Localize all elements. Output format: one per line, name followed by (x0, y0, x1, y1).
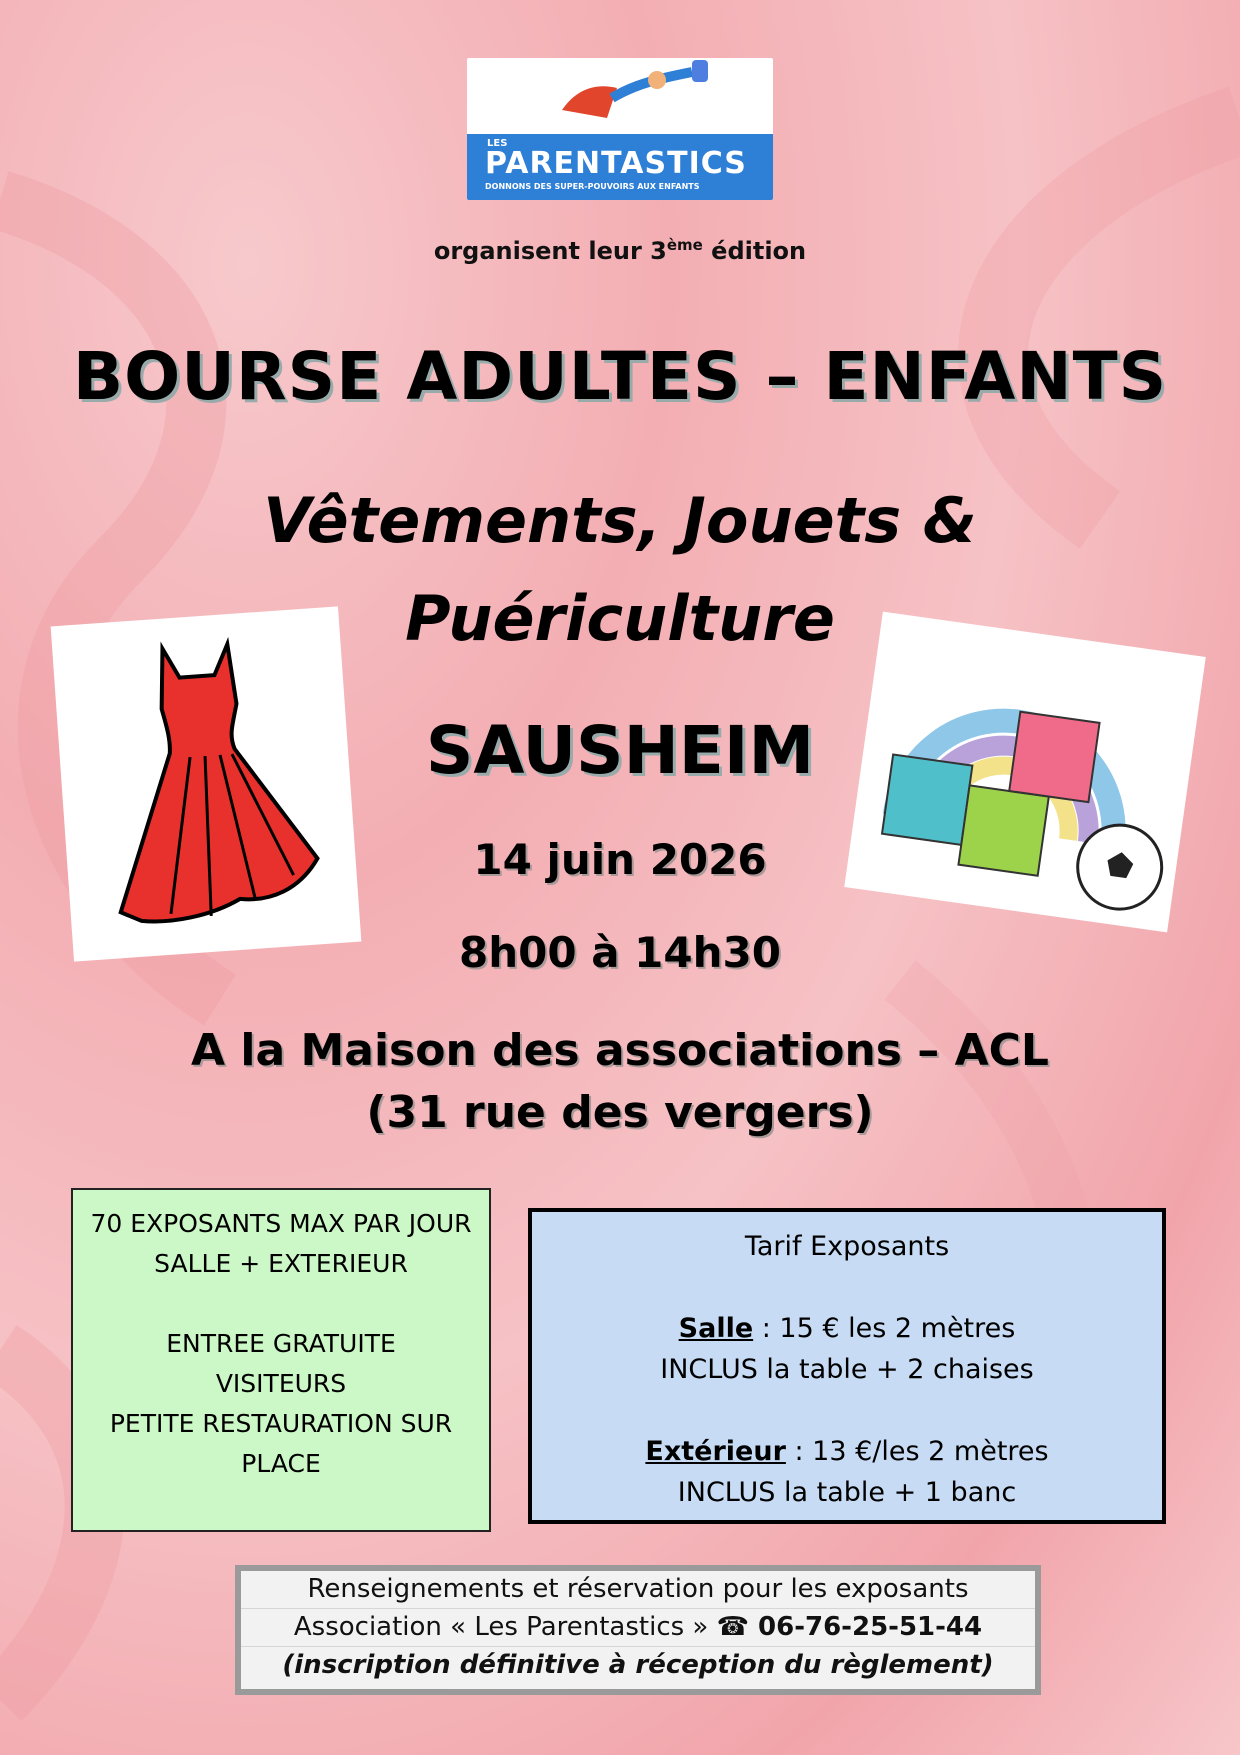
intro-line (0, 236, 1240, 265)
logo-les: LES (487, 138, 508, 149)
exterieur-label: Extérieur (645, 1436, 786, 1467)
exterieur-included: INCLUS la table + 1 banc (677, 1477, 1017, 1508)
info-line: PETITE RESTAURATION SUR (109, 1409, 453, 1438)
info-line: ENTREE GRATUITE (166, 1329, 396, 1358)
info-line: 70 EXPOSANTS MAX PAR JOUR (90, 1209, 472, 1238)
intro-text: organisent leur 3 (433, 237, 667, 265)
contact-phone-line (241, 1609, 1035, 1647)
info-line: VISITEURS (215, 1369, 347, 1398)
contact-note: (inscription définitive à réception du règlement) (282, 1650, 994, 1680)
intro-text-end: édition (702, 237, 807, 265)
venue-address: (31 rue des vergers) (366, 1087, 874, 1138)
info-box (71, 1188, 491, 1532)
tarif-salle (532, 1308, 1162, 1349)
logo-brand: PARENTASTICS (485, 146, 747, 181)
tarif-exterieur (532, 1431, 1162, 1472)
salle-label: Salle (678, 1313, 754, 1344)
info-line: PLACE (241, 1449, 321, 1478)
contact-association: Association « Les Parentastics » (293, 1612, 717, 1642)
exterieur-price: : 13 €/les 2 mètres (785, 1436, 1049, 1467)
venue-name: A la Maison des associations – ACL (191, 1025, 1049, 1076)
main-title: BOURSE ADULTES – ENFANTS (72, 338, 1168, 415)
tarif-heading: Tarif Exposants (744, 1231, 950, 1262)
parentastics-logo (467, 58, 773, 200)
subtitle-line1: Vêtements, Jouets & (263, 484, 977, 557)
intro-sup: ème (666, 236, 703, 254)
city-name: SAUSHEIM (425, 712, 815, 789)
tarif-box (528, 1208, 1166, 1524)
salle-price: : 15 € les 2 mètres (753, 1313, 1016, 1344)
phone-number[interactable]: 06-76-25-51-44 (758, 1612, 983, 1642)
superhero-icon (467, 58, 773, 138)
phone-icon: ☎ (716, 1612, 759, 1642)
event-venue (0, 1020, 1240, 1144)
contact-line: Renseignements et réservation pour les exposants (241, 1571, 1035, 1609)
event-date: 14 juin 2026 (473, 835, 767, 884)
logo-tagline: DONNONS DES SUPER-POUVOIRS AUX ENFANTS (485, 182, 700, 191)
salle-included: INCLUS la table + 2 chaises (660, 1354, 1034, 1385)
info-line: SALLE + EXTERIEUR (154, 1249, 408, 1278)
contact-box (235, 1565, 1041, 1695)
event-hours: 8h00 à 14h30 (459, 928, 781, 977)
subtitle-line2: Puériculture (405, 582, 835, 655)
